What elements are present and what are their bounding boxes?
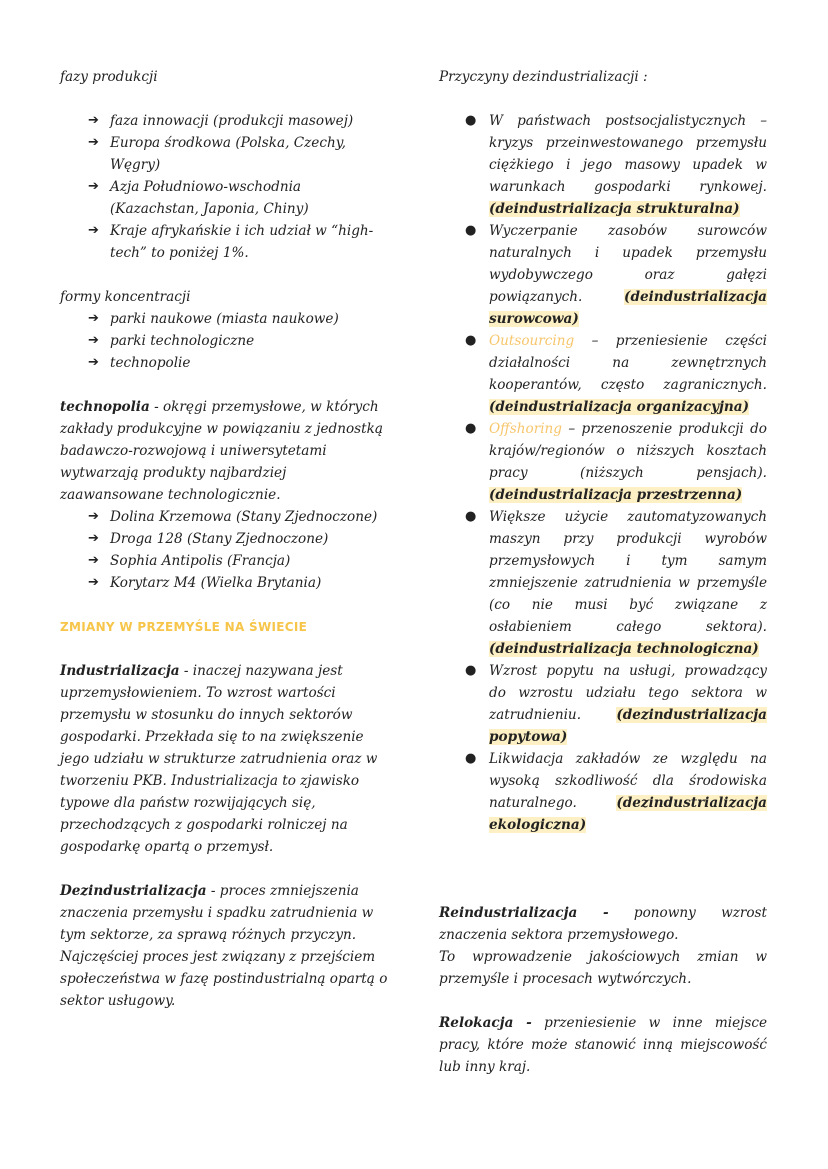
bullet-icon: ● (465, 223, 477, 238)
category-tag: (deindustrializacja surowcowa) (489, 289, 767, 327)
list-item: ➔ technopolie (88, 352, 390, 374)
technopolia-definition: - okręgi przemysłowe, w których zakłady produkcyjne w powiązaniu z jednostką badawczo-rozwojową i uniwersytetami wytwarzają produkty najbardziej zaawansowane technologicznie. (60, 399, 383, 503)
industrializacja-paragraph (60, 660, 390, 858)
list-item: ● Outsourcing – przeniesienie części działalności na zewnętrznych kooperantów, często zagranicznych. (deindustrializacja organizacyjna) (463, 330, 767, 418)
list-item: ➔ Kraje afrykańskie i ich udział w “high-tech” to poniżej 1%. (88, 220, 390, 264)
list-item: ➔ Korytarz M4 (Wielka Brytania) (88, 572, 390, 594)
industrializacja-term: Industrializacja (60, 663, 180, 679)
technopolia-term: technopolia (60, 399, 150, 415)
bullet-icon: ● (465, 663, 477, 678)
category-tag: (deindustrializacja organizacyjna) (489, 399, 750, 415)
arrow-icon: ➔ (88, 531, 99, 546)
technopolia-paragraph (60, 396, 390, 506)
arrow-icon: ➔ (88, 113, 99, 128)
category-tag: (deindustrializacja przestrzenna) (489, 487, 743, 503)
list-item: ➔ faza innowacji (produkcji masowej) (88, 110, 390, 132)
formy-title: formy koncentracji (60, 289, 191, 305)
relokacja-definition: przeniesienie w inne miejsce pracy, które może stanowić inną miejscowość lub inny kraj. (439, 1015, 767, 1075)
bullet-icon: ● (465, 509, 477, 524)
arrow-icon: ➔ (88, 575, 99, 590)
list-item: ● Wzrost popytu na usługi, prowadzący do wzrostu udziału tego sektora w zatrudnieniu. (dezindustrializacja popytowa) (463, 660, 767, 748)
arrow-icon: ➔ (88, 223, 99, 238)
przyczyny-list (439, 110, 767, 836)
list-item: ➔ Europa środkowa (Polska, Czechy, Węgry) (88, 132, 390, 176)
list-item: ➔ Droga 128 (Stany Zjednoczone) (88, 528, 390, 550)
fazy-list (60, 110, 390, 264)
dezindustrializacja-term: Dezindustrializacja (60, 883, 207, 899)
reindustrializacja-paragraph (439, 902, 767, 946)
przyczyny-title: Przyczyny dezindustrializacji : (439, 69, 648, 85)
bullet-icon: ● (465, 333, 477, 348)
list-item: ➔ Dolina Krzemowa (Stany Zjednoczone) (88, 506, 390, 528)
category-tag: (deindustrializacja technologiczna) (489, 641, 759, 657)
list-item: ● Offshoring – przenoszenie produkcji do krajów/regionów o niższych kosztach pracy (niższych pensjach). (deindustrializacja przestrzenna) (463, 418, 767, 506)
list-item: ➔ Sophia Antipolis (Francja) (88, 550, 390, 572)
arrow-icon: ➔ (88, 311, 99, 326)
fazy-title: fazy produkcji (60, 69, 158, 85)
arrow-icon: ➔ (88, 333, 99, 348)
reindustrializacja-definition: ponowny wzrost znaczenia sektora przemysłowego. (439, 905, 767, 943)
category-tag: (deindustrializacja strukturalna) (489, 201, 740, 217)
arrow-icon: ➔ (88, 509, 99, 524)
list-item: ➔ parki technologiczne (88, 330, 390, 352)
left-column (60, 66, 390, 1012)
list-item: ● W państwach postsocjalistycznych – kryzys przeinwestowanego przemysłu ciężkiego i jego masowy upadek w warunkach gospodarki rynkowej. (deindustrializacja strukturalna) (463, 110, 767, 220)
list-item: ● Likwidacja zakładów ze względu na wysoką szkodliwość dla środowiska naturalnego. (dezindustrializacja ekologiczna) (463, 748, 767, 836)
bullet-icon: ● (465, 421, 477, 436)
relokacja-paragraph (439, 1012, 767, 1078)
relokacja-term: Relokacja - (439, 1015, 532, 1031)
list-item: ➔ parki naukowe (miasta naukowe) (88, 308, 390, 330)
category-tag: (dezindustrializacja ekologiczna) (489, 795, 767, 833)
category-tag: (dezindustrializacja popytowa) (489, 707, 767, 745)
arrow-icon: ➔ (88, 135, 99, 150)
dezindustrializacja-definition: - proces zmniejszenia znaczenia przemysłu i spadku zatrudnienia w tym sektorze, za sprawą różnych przyczyn. Najczęściej proces jest związany z przejściem społeczeństwa w fazę postindustrialną opartą o sektor usługowy. (60, 883, 388, 1009)
list-item: ● Wyczerpanie zasobów surowców naturalnych i upadek przemysłu wydobywczego oraz gałęzi powiązanych. (deindustrializacja surowcowa) (463, 220, 767, 330)
right-column (439, 66, 767, 1078)
technopolia-list (60, 506, 390, 594)
arrow-icon: ➔ (88, 553, 99, 568)
arrow-icon: ➔ (88, 179, 99, 194)
list-item: ➔ Azja Południowo-wschodnia (Kazachstan, Japonia, Chiny) (88, 176, 390, 220)
industrializacja-definition: - inaczej nazywana jest uprzemysłowieniem. To wzrost wartości przemysłu w stosunku do innych sektorów gospodarki. Przekłada się to na zwiększenie jego udziału w strukturze zatrudnienia oraz w tworzeniu PKB. Industrializacja to zjawisko typowe dla państw rozwijających się, przechodzących z gospodarki rolniczej na gospodarkę opartą o przemysł. (60, 663, 378, 855)
bullet-icon: ● (465, 751, 477, 766)
reindustrializacja-paragraph-2: To wprowadzenie jakościowych zmian w przemyśle i procesach wytwórczych. (439, 949, 767, 987)
term-offshoring: Offshoring (489, 421, 562, 437)
arrow-icon: ➔ (88, 355, 99, 370)
list-item: ● Większe użycie zautomatyzowanych maszyn przy produkcji wyrobów przemysłowych i tym samym zmniejszenie zatrudnienia w przemyśle (co nie musi być związane z osłabieniem całego sektora). (deindustrializacja technologiczna) (463, 506, 767, 660)
section-title: ZMIANY W PRZEMYŚLE NA ŚWIECIE (60, 620, 308, 634)
dezindustrializacja-paragraph (60, 880, 390, 1012)
bullet-icon: ● (465, 113, 477, 128)
reindustrializacja-term: Reindustrializacja - (439, 905, 609, 921)
term-outsourcing: Outsourcing (489, 333, 575, 349)
formy-list (60, 308, 390, 374)
